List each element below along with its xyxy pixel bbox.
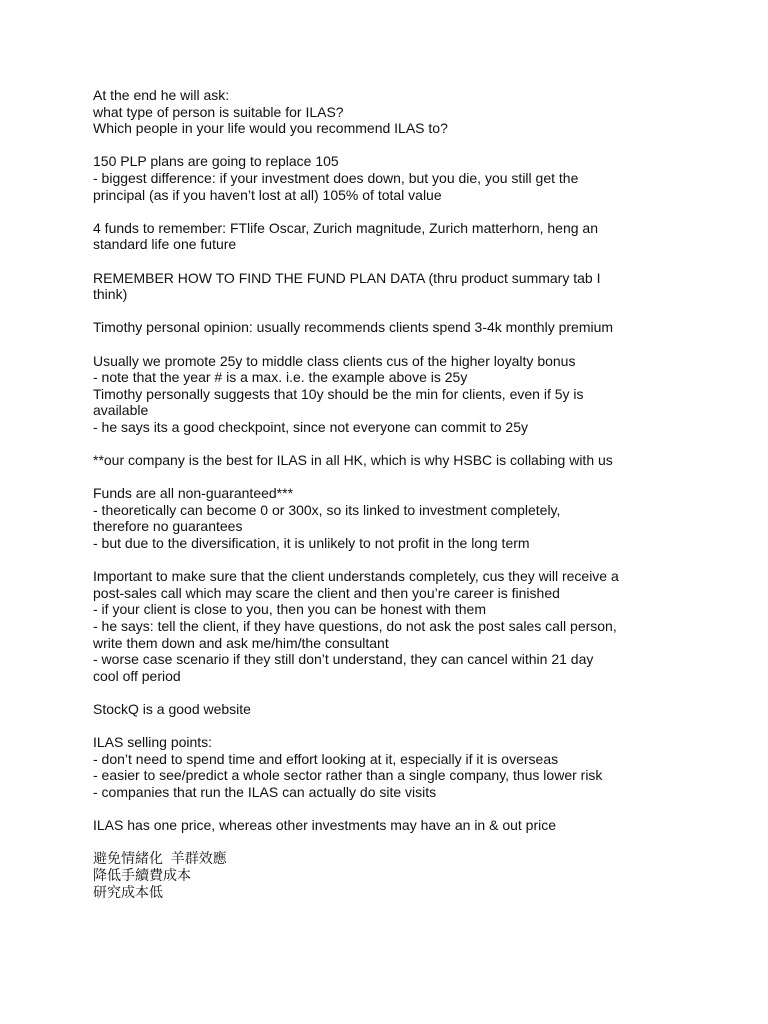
text-line: available [93,402,149,419]
text-line: Timothy personal opinion: usually recommends clients spend 3-4k monthly premium [93,319,614,336]
text-line: 研究成本低 [93,883,163,900]
paragraph [93,568,693,684]
text-line: - if your client is close to you, then you can be honest with them [93,601,486,618]
paragraph [93,153,693,203]
text-line: post-sales call which may scare the client and then you’re career is finished [93,584,560,601]
text-line: - he says: tell the client, if they have questions, do not ask the post sales call person, [93,618,617,634]
paragraph [93,220,693,253]
text-line: **our company is the best for ILAS in all HK, which is why HSBC is collabing with us [93,452,613,469]
text-line: Usually we promote 25y to middle class clients cus of the higher loyalty bonus [93,352,576,369]
document-page [93,87,693,917]
text-line: principal (as if you haven’t lost at all) 105% of total value [93,186,442,203]
text-line: 避免情緒化 羊群效應 [93,850,227,867]
paragraph [93,319,693,336]
text-line: Important to make sure that the client understands completely, cus they will receive a [93,568,619,585]
text-line: - don’t need to spend time and effort looking at it, especially if it is overseas [93,750,559,767]
paragraph [93,701,693,718]
text-line: - companies that run the ILAS can actually do site visits [93,783,437,800]
text-line: - biggest difference: if your investment does down, but you die, you still get the [93,169,579,186]
text-line: standard life one future [93,236,237,253]
paragraph [93,850,693,900]
text-line: Funds are all non-guaranteed*** [93,485,294,502]
text-line: ILAS has one price, whereas other investments may have an in & out price [93,817,557,834]
text-line: 4 funds to remember: FTlife Oscar, Zurich magnitude, Zurich matterhorn, heng an [93,219,598,236]
text-line: therefore no guarantees [93,518,243,535]
text-line: - easier to see/predict a whole sector rather than a single company, thus lower risk [93,767,603,784]
paragraph [93,817,693,834]
text-line: cool off period [93,667,181,684]
text-line: Timothy personally suggests that 10y should be the min for clients, even if 5y is [93,385,584,402]
text-line: write them down and ask me/him/the consultant [93,634,389,651]
text-line: - but due to the diversification, it is unlikely to not profit in the long term [93,535,530,552]
text-line: REMEMBER HOW TO FIND THE FUND PLAN DATA (thru product summary tab I [93,269,601,286]
text-line: 降低手續費成本 [93,866,191,883]
text-line: - worse case scenario if they still don’t understand, they can cancel within 21 day [93,651,594,668]
paragraph [93,734,693,800]
text-line: what type of person is suitable for ILAS? [93,103,344,120]
text-line: - note that the year # is a max. i.e. the example above is 25y [93,369,468,386]
text-line: ILAS selling points: [93,734,213,751]
paragraph [93,353,693,436]
text-line: - he says its a good checkpoint, since not everyone can commit to 25y [93,418,529,435]
text-line: think) [93,286,128,303]
text-line: 150 PLP plans are going to replace 105 [93,153,339,170]
text-line: StockQ is a good website [93,700,251,717]
paragraph [93,485,693,551]
text-line: At the end he will ask: [93,87,230,103]
paragraph [93,452,693,469]
text-line: - theoretically can become 0 or 300x, so its linked to investment completely, [93,501,561,518]
text-line: Which people in your life would you recommend ILAS to? [93,120,448,137]
paragraph [93,270,693,303]
paragraph [93,87,693,137]
